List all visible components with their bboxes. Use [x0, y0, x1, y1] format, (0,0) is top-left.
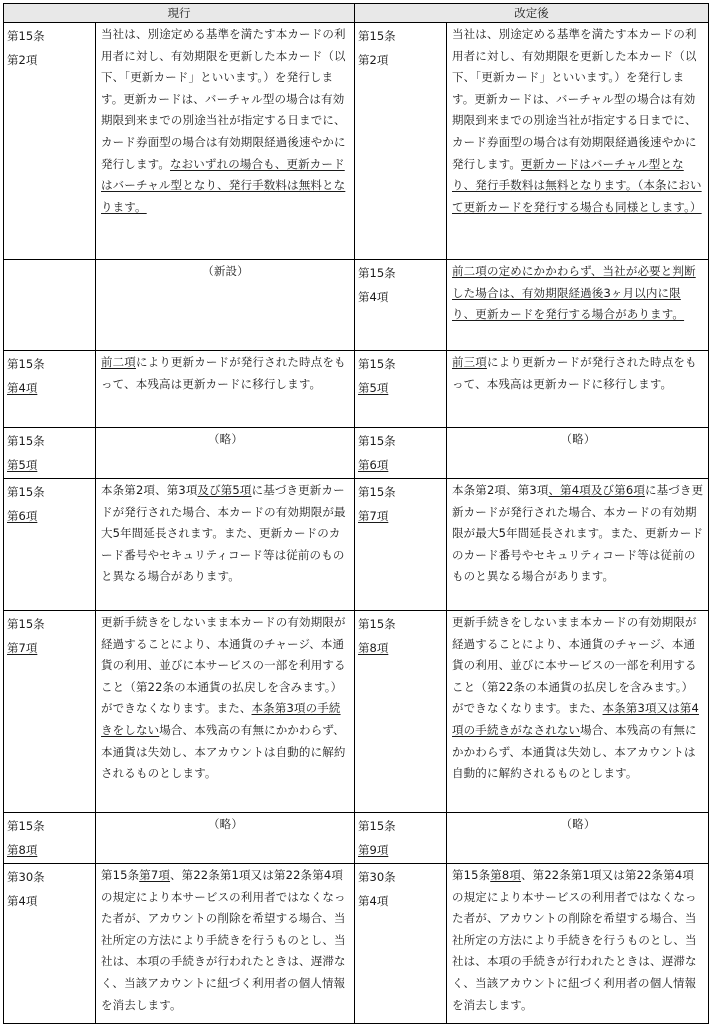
paragraph-number: 第2項: [7, 53, 38, 67]
paragraph-number: 第5項: [7, 458, 38, 472]
current-text-cell: [96, 864, 355, 1024]
paragraph-number: 第2項: [358, 53, 389, 67]
revised-text-cell: [447, 23, 709, 260]
article-number: 第15条: [7, 819, 45, 833]
amended-text: 及び第5項: [197, 483, 252, 497]
clause-text: 、第22条第1項又は第22条第4項の規定により本サービスの利用者ではなくなった者が、アカウントの削除を希望する場合、当社所定の方法により手続きを行うものとし、当社は、本項の手続きが行われたときは、遅滞なく、当該アカウントに紐づく利用者の個人情報を消去します。: [452, 868, 697, 1012]
amended-text: 前三項: [452, 355, 487, 369]
paragraph-number: 第4項: [358, 894, 389, 908]
table-row: [4, 260, 709, 351]
paragraph-number: 第4項: [7, 381, 38, 395]
clause-text: により更新カードが発行された時点をもって、本残高は更新カードに移行します。: [101, 355, 346, 391]
revised-article-cell: [355, 611, 447, 813]
revised-text-cell: [447, 428, 709, 479]
clause-text: （略）: [208, 817, 243, 831]
revised-article-cell: [355, 260, 447, 351]
revised-text-cell: [447, 260, 709, 351]
current-text-cell: [96, 351, 355, 428]
article-number: 第15条: [358, 819, 396, 833]
paragraph-number: 第6項: [358, 458, 389, 472]
article-number: 第30条: [7, 870, 45, 884]
revised-text-cell: [447, 813, 709, 864]
current-text-cell: [96, 813, 355, 864]
article-number: 第15条: [7, 357, 45, 371]
paragraph-number: 第8項: [7, 843, 38, 857]
amended-text: 本条第3項又は第4項の手続きがなされない: [452, 701, 700, 737]
revised-article-cell: [355, 351, 447, 428]
article-number: 第15条: [358, 485, 396, 499]
paragraph-number: 第9項: [358, 843, 389, 857]
clause-text: に基づき更新カードが発行された場合、本カードの有効期限が最大5年間延長されます。また、更新カードのカード番号やセキュリティコード等は従前のものと異なる場合があります。: [101, 483, 346, 584]
amended-text: 第8項: [490, 868, 522, 882]
current-text-cell: [96, 479, 355, 611]
header-row: [4, 4, 709, 23]
revised-article-cell: [355, 479, 447, 611]
article-number: 第15条: [358, 434, 396, 448]
paragraph-number: 第4項: [7, 894, 38, 908]
clause-text: 当社は、別途定める基準を満たす本カードの利用者に対し、有効期限を更新した本カード（以下、「更新カード」といいます。）を発行します。更新カードは、バーチャル型の場合は有効期限到来までの別途当社が指定する日までに、カード券面型の場合は有効期限経過後速やかに発行します。: [101, 27, 346, 171]
article-number: 第15条: [358, 617, 396, 631]
revised-article-cell: [355, 428, 447, 479]
revised-article-cell: [355, 813, 447, 864]
revised-article-cell: [355, 864, 447, 1024]
clause-text: 第15条: [101, 868, 140, 882]
current-article-cell: [4, 479, 96, 611]
article-number: 第15条: [7, 485, 45, 499]
table-row: [4, 813, 709, 864]
article-number: 第15条: [358, 357, 396, 371]
amended-text: 、第4項及び第6項: [548, 483, 645, 497]
current-header: 現行: [4, 4, 355, 23]
clause-text: 本条第2項、第3項: [101, 483, 198, 497]
revised-text-cell: [447, 351, 709, 428]
table-row: [4, 428, 709, 479]
amended-text: 前二項の定めにかかわらず、当社が必要と判断した場合は、有効期限経過後3ヶ月以内に限り、更新カードを発行する場合があります。: [452, 264, 696, 322]
current-text-cell: [96, 428, 355, 479]
article-number: 第15条: [7, 434, 45, 448]
table-row: [4, 479, 709, 611]
clause-text: 当社は、別途定める基準を満たす本カードの利用者に対し、有効期限を更新した本カード（以下、「更新カード」といいます。）を発行します。更新カードは、バーチャル型の場合は有効期限到来までの別途当社が指定する日までに、カード券面型の場合は有効期限経過後速やかに発行します。: [452, 27, 697, 171]
revised-text-cell: [447, 864, 709, 1024]
current-article-cell: [4, 813, 96, 864]
table-row: [4, 351, 709, 428]
paragraph-number: 第7項: [358, 509, 389, 523]
current-text-cell: [96, 611, 355, 813]
current-article-cell: [4, 351, 96, 428]
paragraph-number: 第4項: [358, 290, 389, 304]
clause-text: に基づき更新カードが発行された場合、本カードの有効期限が最大5年間延長されます。また、更新カードのカード番号やセキュリティコード等は従前のものと異なる場合があります。: [452, 483, 704, 584]
article-number: 第15条: [358, 29, 396, 43]
amended-text: 第7項: [139, 868, 171, 882]
current-article-cell: [4, 611, 96, 813]
current-article-cell: [4, 260, 96, 351]
clause-text: （略）: [208, 432, 243, 446]
revised-text-cell: [447, 479, 709, 611]
clause-text: 場合、本残高の有無にかかわらず、本通貨は失効し、本アカウントは自動的に解約されるものとします。: [452, 722, 697, 781]
article-number: 第15条: [7, 29, 45, 43]
current-article-cell: [4, 864, 96, 1024]
paragraph-number: 第5項: [358, 381, 389, 395]
revised-header: 改定後: [355, 4, 709, 23]
amended-text: なおいずれの場合も、更新カードはバーチャル型となり、発行手数料は無料となります。: [101, 156, 346, 214]
clause-text: （略）: [560, 432, 596, 446]
table-row: [4, 864, 709, 1024]
current-article-cell: [4, 23, 96, 260]
clause-text: （略）: [560, 817, 596, 831]
clause-text: （新設）: [202, 264, 249, 278]
revised-article-cell: [355, 23, 447, 260]
table-row: [4, 23, 709, 260]
clause-text: 第15条: [452, 868, 491, 882]
amended-text: 更新カードはバーチャル型となり、発行手数料は無料となります。（本条において更新カードを発行する場合も同様とします。）: [452, 156, 702, 214]
paragraph-number: 第7項: [7, 641, 38, 655]
article-number: 第30条: [358, 870, 396, 884]
article-number: 第15条: [7, 617, 45, 631]
clause-text: により更新カードが発行された時点をもって、本残高は更新カードに移行します。: [452, 355, 697, 391]
current-text-cell: [96, 260, 355, 351]
clause-text: 更新手続きをしないまま本カードの有効期限が経過することにより、本通貨のチャージ、本通貨の利用、並びに本サービスの一部を利用すること（第22条の本通貨の払戻しを含みます。）ができなくなります。また、: [101, 615, 346, 716]
table-row: [4, 611, 709, 813]
revised-text-cell: [447, 611, 709, 813]
clause-text: 場合、本残高の有無にかかわらず、本通貨は失効し、本アカウントは自動的に解約されるものとします。: [101, 722, 346, 781]
amended-text: 本条第3項の手続きをしない: [101, 701, 341, 737]
comparison-table: [3, 3, 709, 1024]
current-text-cell: [96, 23, 355, 260]
clause-text: 更新手続きをしないまま本カードの有効期限が経過することにより、本通貨のチャージ、本通貨の利用、並びに本サービスの一部を利用すること（第22条の本通貨の払戻しを含みます。）ができなくなります。また、: [452, 615, 697, 716]
clause-text: 本条第2項、第3項: [452, 483, 549, 497]
article-number: 第15条: [358, 266, 396, 280]
amended-text: 前二項: [101, 355, 136, 369]
current-article-cell: [4, 428, 96, 479]
paragraph-number: 第6項: [7, 509, 38, 523]
paragraph-number: 第8項: [358, 641, 389, 655]
clause-text: 、第22条第1項又は第22条第4項の規定により本サービスの利用者ではなくなった者が、アカウントの削除を希望する場合、当社所定の方法により手続きを行うものとし、当社は、本項の手続きが行われたときは、遅滞なく、当該アカウントに紐づく利用者の個人情報を消去します。: [101, 868, 346, 1012]
